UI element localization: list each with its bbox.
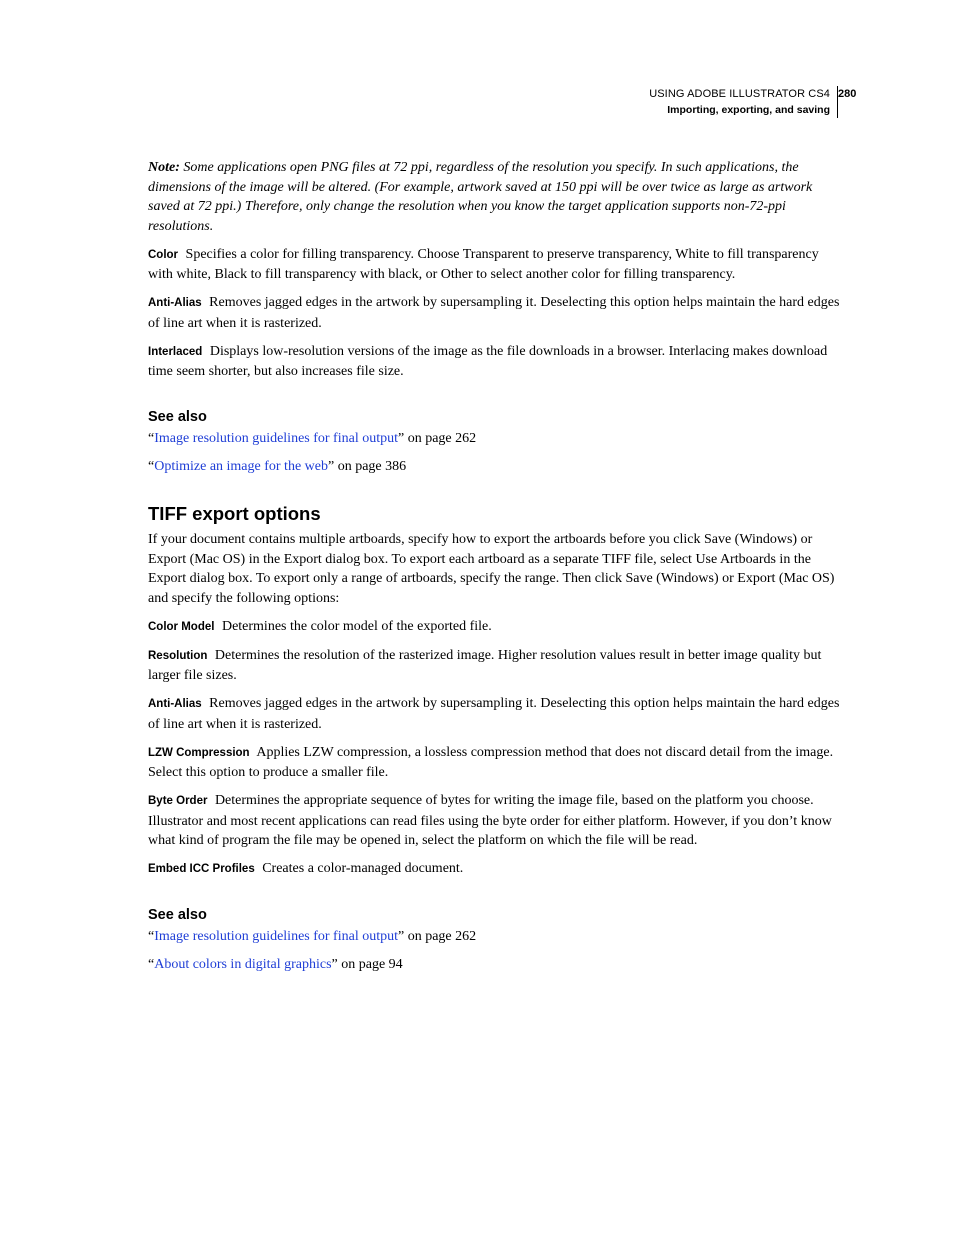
page-content	[148, 158, 842, 983]
option-embed-icc-profiles	[148, 859, 842, 880]
page-reference: ” on page 262	[398, 430, 477, 446]
option-color	[148, 245, 842, 285]
option-term: Anti-Alias	[148, 698, 202, 710]
quote-open: “	[148, 430, 155, 446]
option-term: Color Model	[148, 620, 215, 633]
option-term: LZW Compression	[148, 746, 250, 759]
option-description: Determines the color model of the exported file.	[221, 618, 492, 634]
link-image-resolution-guidelines[interactable]: Image resolution guidelines for final output	[154, 430, 398, 446]
cross-reference	[148, 955, 842, 975]
quote-open: “	[148, 928, 155, 944]
option-description: Displays low-resolution versions of the image as the file downloads in a browser. Interlacing makes download time seem shorter, but also increases file size.	[148, 343, 828, 379]
option-term: Interlaced	[148, 345, 203, 358]
link-image-resolution-guidelines[interactable]: Image resolution guidelines for final output	[154, 928, 398, 944]
option-description: Removes jagged edges in the artwork by supersampling it. Deselecting this option helps maintain the hard edges of line art when it is rasterized.	[148, 295, 840, 331]
option-term: Resolution	[148, 649, 208, 662]
cross-reference	[148, 927, 842, 947]
note-text: Some applications open PNG files at 72 ppi, regardless of the resolution you specify. In such applications, the dimensions of the image will be altered. (For example, artwork saved at 150 ppi will be over twice as large as artwork saved at 72 ppi.) Therefore, only change the resolution when you know the target application supports non-72-ppi resolutions.	[148, 160, 813, 234]
quote-open: “	[148, 956, 155, 972]
option-description: Specifies a color for filling transparency. Choose Transparent to preserve transparency, White to fill transparency with white, Black to fill transparency with black, or Other to select another color for filling transparency.	[148, 246, 819, 282]
book-title: USING ADOBE ILLUSTRATOR CS4	[649, 88, 830, 100]
chapter-title: Importing, exporting, and saving	[667, 104, 830, 116]
option-term: Color	[148, 248, 179, 261]
option-term: Anti-Alias	[148, 297, 202, 309]
quote-open: “	[148, 458, 155, 474]
running-header-text	[649, 86, 830, 118]
option-description: Determines the resolution of the rasterized image. Higher resolution values result in better image quality but larger file sizes.	[148, 647, 822, 683]
see-also-heading: See also	[148, 408, 207, 425]
option-term: Byte Order	[148, 795, 208, 807]
option-description: Creates a color-managed document.	[262, 861, 464, 876]
option-term: Embed ICC Profiles	[148, 863, 255, 875]
option-lzw-compression	[148, 743, 842, 783]
link-optimize-image-for-web[interactable]: Optimize an image for the web	[154, 458, 328, 474]
link-about-colors-digital-graphics[interactable]: About colors in digital graphics	[154, 956, 332, 972]
option-description: Applies LZW compression, a lossless compression method that does not discard detail from the image. Select this option to produce a smaller file.	[148, 744, 834, 780]
see-also-heading: See also	[148, 906, 207, 923]
page-reference: ” on page 386	[328, 458, 407, 474]
option-color-model	[148, 617, 842, 638]
page-reference: ” on page 262	[398, 928, 477, 944]
note-paragraph	[148, 158, 842, 236]
section-intro: If your document contains multiple artboards, specify how to export the artboards before you click Save (Windows) or Export (Mac OS) in the Export dialog box. To export each artboard as a separate TIFF file, select Use Artboards in the Export dialog box. To export only a range of artboards, specify the range. Then click Save (Windows) or Export (Mac OS) and specify the following options:	[148, 532, 835, 606]
option-resolution	[148, 646, 842, 686]
option-byte-order	[148, 791, 842, 851]
option-anti-alias	[148, 694, 842, 734]
section-title: TIFF export options	[148, 503, 321, 524]
option-anti-alias	[148, 293, 842, 333]
running-header	[444, 86, 857, 120]
note-label: Note:	[148, 160, 180, 175]
option-description: Determines the appropriate sequence of bytes for writing the image file, based on the platform you choose. Illustrator and most recent applications can read files using the byte order for either platform. However, if you don’t know what kind of program the file may be opened in, select the platform on which the file will be read.	[148, 793, 832, 848]
option-description: Removes jagged edges in the artwork by supersampling it. Deselecting this option helps maintain the hard edges of line art when it is rasterized.	[148, 696, 840, 732]
page-number: 280	[838, 88, 857, 100]
option-interlaced	[148, 342, 842, 382]
cross-reference	[148, 429, 842, 449]
cross-reference	[148, 457, 842, 477]
page-reference: ” on page 94	[331, 956, 403, 972]
